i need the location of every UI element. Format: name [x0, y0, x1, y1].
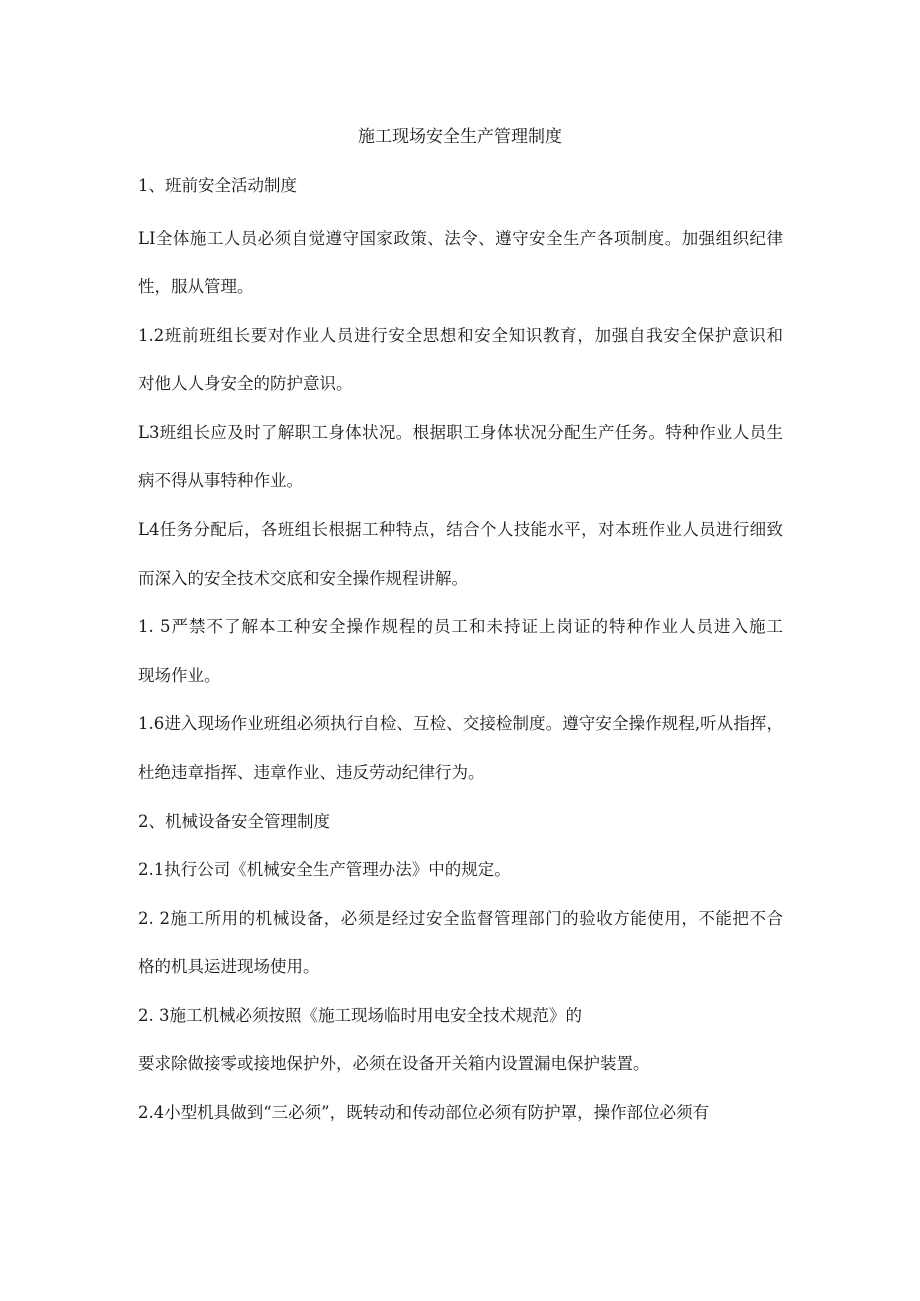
paragraph-line: 病不得从事特种作业。	[138, 471, 303, 490]
section-heading-1: 1、班前安全活动制度	[138, 176, 297, 195]
paragraph-line: 格的机具运进现场使用。	[138, 957, 320, 976]
paragraph-line: 1.6进入现场作业班组必须执行自检、互检、交接检制度。遵守安全操作规程,听从指挥，	[138, 714, 783, 733]
paragraph-line: 1.2班前班组长要对作业人员进行安全思想和安全知识教育，加强自我安全保护意识和	[138, 326, 783, 345]
paragraph-line: 2.1执行公司《机械安全生产管理办法》中的规定。	[138, 860, 511, 879]
paragraph-line: 而深入的安全技术交底和安全操作规程讲解。	[138, 569, 468, 588]
paragraph-line: L4任务分配后，各班组长根据工种特点，结合个人技能水平，对本班作业人员进行细致	[138, 520, 783, 539]
document-title: 施工现场安全生产管理制度	[358, 127, 562, 147]
paragraph-line: 要求除做接零或接地保护外，必须在设备开关箱内设置漏电保护装置。	[138, 1054, 650, 1073]
paragraph-line: L3班组长应及时了解职工身体状况。根据职工身体状况分配生产任务。特种作业人员生	[138, 423, 783, 442]
paragraph-line: 杜绝违章指挥、违章作业、违反劳动纪律行为。	[138, 763, 485, 782]
paragraph-line: 2.4小型机具做到“三必须”，既转动和传动部位必须有防护罩，操作部位必须有	[138, 1103, 710, 1122]
section-heading-2: 2、机械设备安全管理制度	[138, 812, 330, 831]
paragraph-line: 2. 2施工所用的机械设备，必须是经过安全监督管理部门的验收方能使用，不能把不合	[138, 909, 783, 928]
paragraph-line: 性，服从管理。	[138, 277, 254, 296]
paragraph-line: 1. 5严禁不了解本工种安全操作规程的员工和未持证上岗证的特种作业人员进入施工	[138, 617, 783, 636]
paragraph-line: 现场作业。	[138, 666, 221, 685]
paragraph-line: 对他人人身安全的防护意识。	[138, 374, 353, 393]
paragraph-line: LI全体施工人员必须自觉遵守国家政策、法令、遵守安全生产各项制度。加强组织纪律	[138, 229, 783, 248]
paragraph-line: 2. 3施工机械必须按照《施工现场临时用电安全技术规范》的	[138, 1006, 582, 1025]
